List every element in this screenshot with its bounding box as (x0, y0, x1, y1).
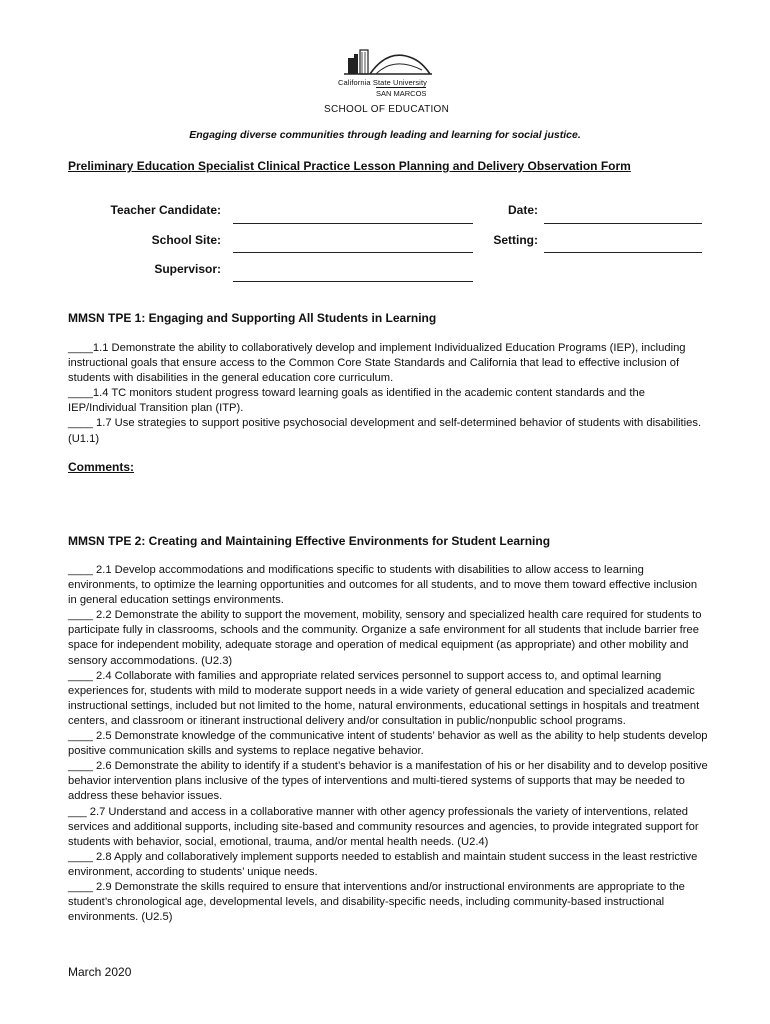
tpe1-item-1-7: ____ 1.7 Use strategies to support positive psychosocial development and self-determined behavior of students with disabilities. (U1.1) (68, 417, 702, 445)
setting-field[interactable] (544, 252, 702, 253)
tpe1-item-1-1: ____1.1 Demonstrate the ability to collaboratively develop and implement Individualized Education Programs (IEP), including instructional goals that ensure access to the Common Core State Standards and California that lead to effective inclusion of students with disabilities in the general education core curriculum. (68, 342, 686, 385)
form-title: Preliminary Education Specialist Clinical Practice Lesson Planning and Delivery Observation Form (68, 159, 631, 173)
comments-label: Comments: (68, 460, 135, 474)
supervisor-field[interactable] (233, 281, 473, 282)
university-name: California State University (338, 78, 427, 87)
date-label: Date: (507, 203, 538, 217)
tpe2-item-2-9: ____ 2.9 Demonstrate the skills required to ensure that interventions and/or instructional environments are appropriate to the student’s chronological age, developmental levels, and disability-specific needs, including community-based instructional environments. (U2.5) (68, 880, 685, 924)
campus-name: SAN MARCOS (376, 89, 427, 98)
tpe2-items (68, 563, 708, 925)
footer-date: March 2020 (68, 965, 132, 979)
tpe2-item-2-4: ____ 2.4 Collaborate with families and appropriate related services personnel to support access to, and optimal learning experiences for, students with mild to moderate support needs in a wide variety of general education and specialized academic instructional settings, included but not limited to the home, natural environments, educational settings in hospitals and treatment centers, and classroom or itinerant instructional delivery and/or consultation in public/nonpublic school programs. (68, 669, 700, 727)
teacher-candidate-label: Teacher Candidate: (110, 203, 221, 217)
tpe2-item-2-6: ____ 2.6 Demonstrate the ability to identify if a student’s behavior is a manifestation of his or her disability and to develop positive behavior intervention plans inclusive of the types of interventions and multi-tiered systems of supports that may be needed to address these behavior issues. (68, 760, 708, 803)
tpe2-item-2-7: ___ 2.7 Understand and access in a collaborative manner with other agency professionals the variety of interventions, related services and additional supports, including site-based and community resources and agencies, to provide integrated support for students with behavior, social, emotional, trauma, and/or mental health needs. (U2.4) (68, 805, 699, 848)
tpe2-item-2-8: ____ 2.8 Apply and collaboratively implement supports needed to establish and maintain student success in the least restrictive environment, according to students’ unique needs. (68, 850, 698, 878)
date-field[interactable] (544, 223, 702, 224)
setting-label: Setting: (493, 233, 538, 247)
tpe2-item-2-1: ____ 2.1 Develop accommodations and modifications specific to students with disabilities to allow access to learning environments, to optimize the learning opportunities and outcomes for all students, and to move them toward effective inclusion in general education settings environments. (68, 564, 698, 607)
school-name: SCHOOL OF EDUCATION (324, 104, 450, 115)
tpe1-item-1-4: ____1.4 TC monitors student progress toward learning goals as identified in the academic content standards and the IEP/Individual Transition plan (ITP). (68, 387, 645, 415)
tpe2-item-2-5: ____ 2.5 Demonstrate knowledge of the communicative intent of students’ behavior as well as the ability to help students develop positive communication skills and systems to replace negative behavior. (68, 730, 708, 758)
tpe1-items (68, 341, 708, 447)
tpe1-heading: MMSN TPE 1: Engaging and Supporting All Students in Learning (68, 311, 437, 325)
tpe2-item-2-2: ____ 2.2 Demonstrate the ability to support the movement, mobility, sensory and specialized health care required for students to participate fully in classrooms, schools and the community. Organize a safe environment for all students that include barrier free space for independent mobility, adequate storage and operation of medical equipment (as appropriate) and other mobility and sensory accommodations. (U2.3) (68, 609, 702, 667)
motto: Engaging diverse communities through leading and learning for social justice. (189, 129, 581, 141)
teacher-candidate-field[interactable] (233, 223, 473, 224)
school-site-label: School Site: (151, 233, 221, 247)
supervisor-label: Supervisor: (154, 262, 221, 276)
tpe2-heading: MMSN TPE 2: Creating and Maintaining Effective Environments for Student Learning (68, 534, 551, 548)
mountain-logo-icon (342, 44, 434, 76)
school-site-field[interactable] (233, 252, 473, 253)
csusm-logo (318, 44, 458, 118)
